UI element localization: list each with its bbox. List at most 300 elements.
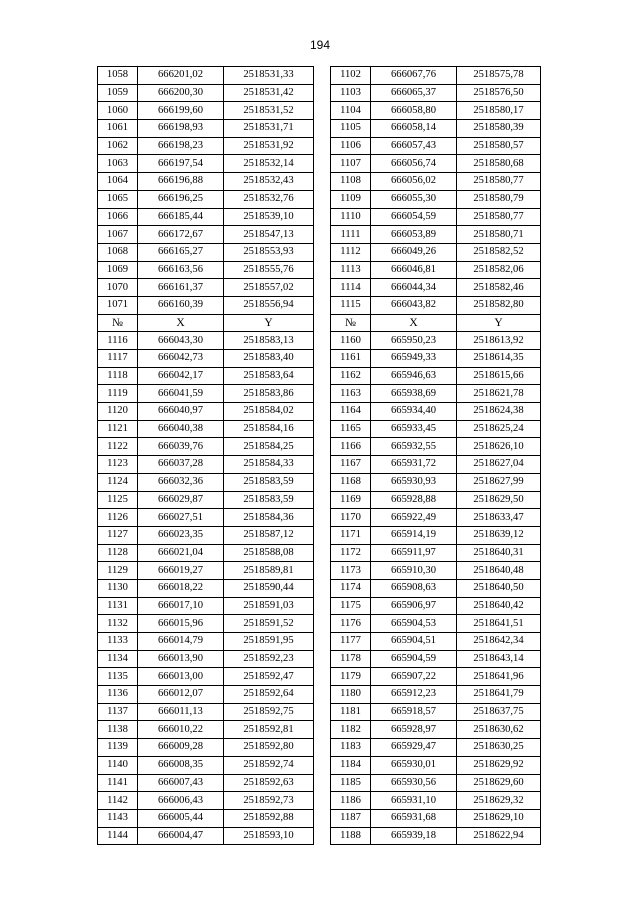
y-coordinate: 2518583,64: [224, 367, 314, 385]
column-gap: [314, 190, 331, 208]
header-y: Y: [457, 314, 541, 332]
column-gap: [314, 756, 331, 774]
point-number: 1106: [331, 137, 371, 155]
y-coordinate: 2518580,79: [457, 190, 541, 208]
header-x: X: [371, 314, 457, 332]
column-gap: [314, 438, 331, 456]
x-coordinate: 666042,17: [138, 367, 224, 385]
column-gap: [314, 208, 331, 226]
y-coordinate: 2518622,94: [457, 827, 541, 845]
x-coordinate: 665950,23: [371, 332, 457, 350]
table-row: [98, 261, 541, 279]
point-number: 1069: [98, 261, 138, 279]
y-coordinate: 2518589,81: [224, 562, 314, 580]
x-coordinate: 665912,23: [371, 686, 457, 704]
point-number: 1167: [331, 456, 371, 474]
x-coordinate: 666011,13: [138, 703, 224, 721]
point-number: 1071: [98, 296, 138, 314]
table-row: [98, 208, 541, 226]
x-coordinate: 666040,97: [138, 403, 224, 421]
y-coordinate: 2518580,39: [457, 120, 541, 138]
table-row: [98, 703, 541, 721]
column-gap: [314, 526, 331, 544]
y-coordinate: 2518627,99: [457, 473, 541, 491]
table-row: [98, 296, 541, 314]
y-coordinate: 2518592,81: [224, 721, 314, 739]
x-coordinate: 665907,22: [371, 668, 457, 686]
y-coordinate: 2518629,32: [457, 792, 541, 810]
y-coordinate: 2518592,63: [224, 774, 314, 792]
point-number: 1120: [98, 403, 138, 421]
column-gap: [314, 155, 331, 173]
table-row: [98, 809, 541, 827]
y-coordinate: 2518584,33: [224, 456, 314, 474]
point-number: 1172: [331, 544, 371, 562]
point-number: 1121: [98, 420, 138, 438]
table-row: [98, 420, 541, 438]
y-coordinate: 2518584,25: [224, 438, 314, 456]
column-gap: [314, 296, 331, 314]
point-number: 1124: [98, 473, 138, 491]
point-number: 1139: [98, 739, 138, 757]
y-coordinate: 2518591,52: [224, 615, 314, 633]
x-coordinate: 666007,43: [138, 774, 224, 792]
point-number: 1111: [331, 226, 371, 244]
y-coordinate: 2518643,14: [457, 650, 541, 668]
y-coordinate: 2518641,79: [457, 686, 541, 704]
point-number: 1119: [98, 385, 138, 403]
point-number: 1165: [331, 420, 371, 438]
y-coordinate: 2518557,02: [224, 279, 314, 297]
y-coordinate: 2518576,50: [457, 84, 541, 102]
point-number: 1180: [331, 686, 371, 704]
y-coordinate: 2518532,14: [224, 155, 314, 173]
column-gap: [314, 597, 331, 615]
point-number: 1160: [331, 332, 371, 350]
y-coordinate: 2518531,52: [224, 102, 314, 120]
coordinates-table-body: [98, 67, 541, 845]
column-gap: [314, 173, 331, 191]
header-number: №: [331, 314, 371, 332]
point-number: 1178: [331, 650, 371, 668]
point-number: 1113: [331, 261, 371, 279]
column-gap: [314, 473, 331, 491]
point-number: 1183: [331, 739, 371, 757]
y-coordinate: 2518592,47: [224, 668, 314, 686]
x-coordinate: 666008,35: [138, 756, 224, 774]
x-coordinate: 666005,44: [138, 809, 224, 827]
point-number: 1131: [98, 597, 138, 615]
point-number: 1065: [98, 190, 138, 208]
x-coordinate: 665949,33: [371, 350, 457, 368]
x-coordinate: 665931,10: [371, 792, 457, 810]
point-number: 1142: [98, 792, 138, 810]
point-number: 1118: [98, 367, 138, 385]
x-coordinate: 666165,27: [138, 243, 224, 261]
point-number: 1137: [98, 703, 138, 721]
x-coordinate: 666201,02: [138, 67, 224, 85]
column-gap: [314, 420, 331, 438]
x-coordinate: 665922,49: [371, 509, 457, 527]
column-gap: [314, 809, 331, 827]
point-number: 1136: [98, 686, 138, 704]
point-number: 1125: [98, 491, 138, 509]
x-coordinate: 666055,30: [371, 190, 457, 208]
point-number: 1162: [331, 367, 371, 385]
y-coordinate: 2518556,94: [224, 296, 314, 314]
x-coordinate: 666006,43: [138, 792, 224, 810]
y-coordinate: 2518583,59: [224, 491, 314, 509]
table-row: [98, 633, 541, 651]
x-coordinate: 666058,14: [371, 120, 457, 138]
x-coordinate: 665928,97: [371, 721, 457, 739]
column-gap: [314, 562, 331, 580]
point-number: 1173: [331, 562, 371, 580]
y-coordinate: 2518640,42: [457, 597, 541, 615]
point-number: 1064: [98, 173, 138, 191]
y-coordinate: 2518547,13: [224, 226, 314, 244]
column-gap: [314, 633, 331, 651]
point-number: 1114: [331, 279, 371, 297]
y-coordinate: 2518591,95: [224, 633, 314, 651]
table-row: [98, 686, 541, 704]
point-number: 1122: [98, 438, 138, 456]
y-coordinate: 2518591,03: [224, 597, 314, 615]
x-coordinate: 666039,76: [138, 438, 224, 456]
column-gap: [314, 367, 331, 385]
point-number: 1063: [98, 155, 138, 173]
y-coordinate: 2518582,46: [457, 279, 541, 297]
coordinates-table: [97, 66, 541, 845]
point-number: 1179: [331, 668, 371, 686]
point-number: 1175: [331, 597, 371, 615]
y-coordinate: 2518640,50: [457, 579, 541, 597]
x-coordinate: 666054,59: [371, 208, 457, 226]
point-number: 1132: [98, 615, 138, 633]
x-coordinate: 666010,22: [138, 721, 224, 739]
x-coordinate: 666200,30: [138, 84, 224, 102]
table-row: [98, 102, 541, 120]
table-row: [98, 668, 541, 686]
point-number: 1068: [98, 243, 138, 261]
column-gap: [314, 615, 331, 633]
y-coordinate: 2518625,24: [457, 420, 541, 438]
x-coordinate: 666032,36: [138, 473, 224, 491]
column-gap: [314, 102, 331, 120]
x-coordinate: 666065,37: [371, 84, 457, 102]
y-coordinate: 2518539,10: [224, 208, 314, 226]
x-coordinate: 665904,53: [371, 615, 457, 633]
y-coordinate: 2518633,47: [457, 509, 541, 527]
y-coordinate: 2518588,08: [224, 544, 314, 562]
x-coordinate: 665929,47: [371, 739, 457, 757]
y-coordinate: 2518580,71: [457, 226, 541, 244]
column-gap: [314, 137, 331, 155]
x-coordinate: 665939,18: [371, 827, 457, 845]
y-coordinate: 2518639,12: [457, 526, 541, 544]
y-coordinate: 2518584,36: [224, 509, 314, 527]
table-row: [98, 456, 541, 474]
y-coordinate: 2518583,86: [224, 385, 314, 403]
table-row: [98, 615, 541, 633]
column-gap: [314, 226, 331, 244]
x-coordinate: 666049,26: [371, 243, 457, 261]
table-row: [98, 792, 541, 810]
x-coordinate: 666197,54: [138, 155, 224, 173]
column-gap: [314, 314, 331, 332]
x-coordinate: 665910,30: [371, 562, 457, 580]
y-coordinate: 2518630,62: [457, 721, 541, 739]
y-coordinate: 2518531,71: [224, 120, 314, 138]
y-coordinate: 2518532,43: [224, 173, 314, 191]
x-coordinate: 665933,45: [371, 420, 457, 438]
point-number: 1182: [331, 721, 371, 739]
column-gap: [314, 84, 331, 102]
x-coordinate: 666056,74: [371, 155, 457, 173]
y-coordinate: 2518592,75: [224, 703, 314, 721]
x-coordinate: 666029,87: [138, 491, 224, 509]
x-coordinate: 666042,73: [138, 350, 224, 368]
y-coordinate: 2518583,59: [224, 473, 314, 491]
table-row: [98, 739, 541, 757]
point-number: 1134: [98, 650, 138, 668]
table-row: [98, 155, 541, 173]
x-coordinate: 665930,93: [371, 473, 457, 491]
point-number: 1123: [98, 456, 138, 474]
y-coordinate: 2518630,25: [457, 739, 541, 757]
x-coordinate: 666037,28: [138, 456, 224, 474]
point-number: 1185: [331, 774, 371, 792]
column-gap: [314, 279, 331, 297]
header-x: X: [138, 314, 224, 332]
point-number: 1188: [331, 827, 371, 845]
x-coordinate: 666027,51: [138, 509, 224, 527]
y-coordinate: 2518580,57: [457, 137, 541, 155]
y-coordinate: 2518531,92: [224, 137, 314, 155]
page-number: 194: [309, 38, 331, 52]
x-coordinate: 666057,43: [371, 137, 457, 155]
point-number: 1169: [331, 491, 371, 509]
point-number: 1058: [98, 67, 138, 85]
x-coordinate: 666199,60: [138, 102, 224, 120]
column-gap: [314, 792, 331, 810]
y-coordinate: 2518592,80: [224, 739, 314, 757]
table-row: [98, 579, 541, 597]
y-coordinate: 2518626,10: [457, 438, 541, 456]
table-row: [98, 67, 541, 85]
x-coordinate: 666163,56: [138, 261, 224, 279]
x-coordinate: 666004,47: [138, 827, 224, 845]
y-coordinate: 2518592,23: [224, 650, 314, 668]
table-row: [98, 190, 541, 208]
x-coordinate: 665911,97: [371, 544, 457, 562]
point-number: 1067: [98, 226, 138, 244]
point-number: 1062: [98, 137, 138, 155]
x-coordinate: 666172,67: [138, 226, 224, 244]
y-coordinate: 2518580,77: [457, 173, 541, 191]
x-coordinate: 666160,39: [138, 296, 224, 314]
column-gap: [314, 827, 331, 845]
point-number: 1061: [98, 120, 138, 138]
table-row: [98, 650, 541, 668]
y-coordinate: 2518624,38: [457, 403, 541, 421]
table-row: [98, 473, 541, 491]
x-coordinate: 666015,96: [138, 615, 224, 633]
x-coordinate: 666017,10: [138, 597, 224, 615]
x-coordinate: 665904,59: [371, 650, 457, 668]
point-number: 1163: [331, 385, 371, 403]
y-coordinate: 2518582,52: [457, 243, 541, 261]
table-row: [98, 385, 541, 403]
column-gap: [314, 332, 331, 350]
point-number: 1176: [331, 615, 371, 633]
x-coordinate: 665904,51: [371, 633, 457, 651]
point-number: 1104: [331, 102, 371, 120]
point-number: 1144: [98, 827, 138, 845]
table-row: [98, 120, 541, 138]
x-coordinate: 666198,93: [138, 120, 224, 138]
y-coordinate: 2518615,66: [457, 367, 541, 385]
x-coordinate: 666185,44: [138, 208, 224, 226]
y-coordinate: 2518592,64: [224, 686, 314, 704]
y-coordinate: 2518592,88: [224, 809, 314, 827]
point-number: 1184: [331, 756, 371, 774]
x-coordinate: 666161,37: [138, 279, 224, 297]
point-number: 1187: [331, 809, 371, 827]
point-number: 1129: [98, 562, 138, 580]
column-gap: [314, 385, 331, 403]
point-number: 1141: [98, 774, 138, 792]
y-coordinate: 2518640,48: [457, 562, 541, 580]
point-number: 1171: [331, 526, 371, 544]
y-coordinate: 2518583,40: [224, 350, 314, 368]
table-row: [98, 526, 541, 544]
y-coordinate: 2518640,31: [457, 544, 541, 562]
x-coordinate: 666058,80: [371, 102, 457, 120]
x-coordinate: 665914,19: [371, 526, 457, 544]
point-number: 1126: [98, 509, 138, 527]
y-coordinate: 2518641,51: [457, 615, 541, 633]
column-gap: [314, 686, 331, 704]
y-coordinate: 2518587,12: [224, 526, 314, 544]
point-number: 1107: [331, 155, 371, 173]
y-coordinate: 2518584,02: [224, 403, 314, 421]
y-coordinate: 2518580,17: [457, 102, 541, 120]
x-coordinate: 666043,82: [371, 296, 457, 314]
table-row: [98, 544, 541, 562]
x-coordinate: 665946,63: [371, 367, 457, 385]
table-row: [98, 84, 541, 102]
x-coordinate: 666053,89: [371, 226, 457, 244]
point-number: 1174: [331, 579, 371, 597]
y-coordinate: 2518613,92: [457, 332, 541, 350]
point-number: 1110: [331, 208, 371, 226]
column-gap: [314, 509, 331, 527]
column-gap: [314, 544, 331, 562]
column-gap: [314, 703, 331, 721]
point-number: 1059: [98, 84, 138, 102]
y-coordinate: 2518614,35: [457, 350, 541, 368]
point-number: 1127: [98, 526, 138, 544]
x-coordinate: 666046,81: [371, 261, 457, 279]
point-number: 1166: [331, 438, 371, 456]
y-coordinate: 2518590,44: [224, 579, 314, 597]
table-row: [98, 332, 541, 350]
point-number: 1070: [98, 279, 138, 297]
point-number: 1066: [98, 208, 138, 226]
point-number: 1102: [331, 67, 371, 85]
x-coordinate: 666041,59: [138, 385, 224, 403]
table-row: [98, 562, 541, 580]
point-number: 1109: [331, 190, 371, 208]
x-coordinate: 665934,40: [371, 403, 457, 421]
point-number: 1135: [98, 668, 138, 686]
point-number: 1117: [98, 350, 138, 368]
point-number: 1161: [331, 350, 371, 368]
y-coordinate: 2518629,60: [457, 774, 541, 792]
y-coordinate: 2518582,80: [457, 296, 541, 314]
table-row: [98, 367, 541, 385]
point-number: 1186: [331, 792, 371, 810]
y-coordinate: 2518629,10: [457, 809, 541, 827]
column-gap: [314, 456, 331, 474]
point-number: 1112: [331, 243, 371, 261]
y-coordinate: 2518555,76: [224, 261, 314, 279]
y-coordinate: 2518627,04: [457, 456, 541, 474]
column-gap: [314, 120, 331, 138]
table-row: [98, 721, 541, 739]
x-coordinate: 665908,63: [371, 579, 457, 597]
table-row: [98, 403, 541, 421]
point-number: 1138: [98, 721, 138, 739]
point-number: 1130: [98, 579, 138, 597]
column-gap: [314, 579, 331, 597]
x-coordinate: 665931,68: [371, 809, 457, 827]
table-row: [98, 491, 541, 509]
y-coordinate: 2518580,68: [457, 155, 541, 173]
table-row: [98, 438, 541, 456]
y-coordinate: 2518593,10: [224, 827, 314, 845]
y-coordinate: 2518629,50: [457, 491, 541, 509]
column-gap: [314, 739, 331, 757]
table-row: [98, 597, 541, 615]
x-coordinate: 666043,30: [138, 332, 224, 350]
x-coordinate: 666009,28: [138, 739, 224, 757]
point-number: 1133: [98, 633, 138, 651]
x-coordinate: 666056,02: [371, 173, 457, 191]
x-coordinate: 666012,07: [138, 686, 224, 704]
point-number: 1168: [331, 473, 371, 491]
point-number: 1060: [98, 102, 138, 120]
y-coordinate: 2518582,06: [457, 261, 541, 279]
table-row: [98, 827, 541, 845]
x-coordinate: 666021,04: [138, 544, 224, 562]
table-row: [98, 774, 541, 792]
point-number: 1164: [331, 403, 371, 421]
y-coordinate: 2518553,93: [224, 243, 314, 261]
x-coordinate: 665931,72: [371, 456, 457, 474]
column-gap: [314, 491, 331, 509]
y-coordinate: 2518637,75: [457, 703, 541, 721]
point-number: 1115: [331, 296, 371, 314]
table-row: [98, 350, 541, 368]
x-coordinate: 665932,55: [371, 438, 457, 456]
x-coordinate: 665906,97: [371, 597, 457, 615]
x-coordinate: 665928,88: [371, 491, 457, 509]
x-coordinate: 665930,56: [371, 774, 457, 792]
y-coordinate: 2518584,16: [224, 420, 314, 438]
column-gap: [314, 668, 331, 686]
